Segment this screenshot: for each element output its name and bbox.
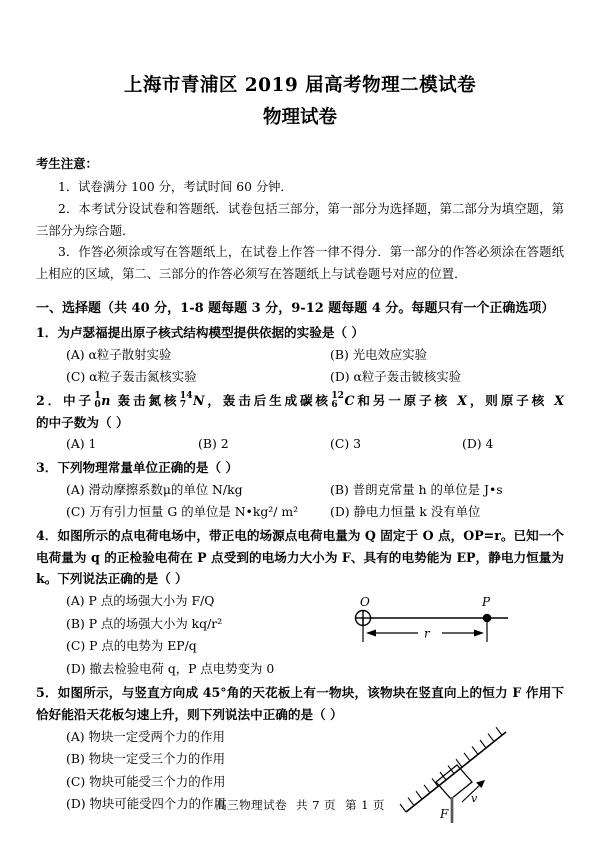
q2-text-5: ，则原子核 [467,392,548,408]
question-5 [36,682,564,821]
q2-text-3: ，轰击后生成碳核 [204,392,331,408]
question-2 [36,390,564,455]
question-2-option-row [36,433,564,455]
label-r: r [424,626,430,641]
question-4-option-a[interactable]: (A) P 点的场强大小为 F/Q [66,593,215,609]
page-title: 上海市青浦区 2019 届高考物理二模试卷 [123,75,477,96]
notice-heading: 考生注意： [36,156,98,172]
nuclide-carbon-charge: 6 [331,398,338,410]
block [436,765,472,799]
nuclide-neutron [94,392,100,409]
footer-title: 高三物理试卷 [215,798,288,812]
question-4-stem [36,525,564,590]
question-3-option-b[interactable]: (B) 普朗克常量 h 的单位是 J•s [330,481,503,497]
question-1-option-a[interactable]: (A) α粒子散射实验 [66,346,172,362]
section-heading-choice: 一、选择题（共 40 分，1-8 题每题 3 分，9-12 题每题 4 分。每题只有一个正确选项） [36,301,555,317]
question-1-options [36,344,564,388]
footer-current-page: 第 1 页 [344,798,385,812]
label-v: v [471,791,478,805]
question-5-option-a[interactable]: (A) 物块一定受两个力的作用 [66,728,225,744]
nuclide-carbon [331,392,344,409]
question-3-number: 3． [36,460,58,476]
question-5-option-c[interactable]: (C) 物块可能受三个力的作用 [66,773,226,789]
notice-item-2 [36,199,564,243]
question-2-option-b[interactable]: (B) 2 [198,436,229,452]
nuclide-carbon-mass: 12 [331,390,344,402]
label-o: O [360,595,370,610]
page-subtitle: 物理试卷 [262,107,337,129]
nuclide-nitrogen-charge: 7 [179,398,187,410]
question-1-option-row-1 [36,344,564,366]
question-5-option-d[interactable]: (D) 物块可能受四个力的作用 [66,796,226,812]
question-3-option-row-1 [36,479,564,501]
notice-item-1 [36,177,564,199]
nuclide-nitrogen-symbol: N [193,392,205,408]
q2-text-1: 中子 [63,392,94,408]
question-2-options [36,433,564,455]
question-2-stem [36,390,564,433]
nuclide-nitrogen-mass: 14 [179,390,193,402]
label-f: F [440,806,449,821]
question-4-option-c[interactable]: (C) P 点的电势为 EP/q [66,638,197,654]
question-2-option-c[interactable]: (C) 3 [330,436,361,452]
notice-item-2-text: 2．本考试分设试卷和答题纸．试卷包括三部分，第一部分为选择题，第二部分为填空题，第三部分为综合题． [36,201,564,238]
question-3-option-d[interactable]: (D) 静电力恒量 k 没有单位 [330,503,481,519]
q2-text-2: 轰击氮核 [117,392,180,408]
nuclide-neutron-charge: 0 [94,398,101,410]
notice-item-3-text: 3．作答必须涂或写在答题纸上，在试卷上作答一律不得分．第一部分的作答必须涂在答题纸上相应的区域，第二、三部分的作答必须写在答题纸上与试卷题号对应的位置． [36,245,564,282]
nuclide-x-symbol-2: X [554,392,565,408]
inclined-ceiling-block-diagram [388,720,573,830]
question-1-option-c[interactable]: (C) α粒子轰击氮核实验 [66,368,197,384]
notice-item-1-text: 1．试卷满分 100 分，考试时间 60 分钟． [58,179,293,194]
question-3-option-a[interactable]: (A) 滑动摩擦系数μ的单位 N/kg [66,481,243,497]
footer-total-pages: 共 7 页 [296,798,336,812]
nuclide-carbon-symbol: C [344,392,355,408]
inclined-ceiling-svg [388,720,573,830]
question-3-options [36,479,564,523]
question-5-stem-text: 如图所示，与竖直方向成 45°角的天花板上有一物块，该物块在竖直向上的恒力 F 作用下恰好能沿天花板匀速上升，则下列说法中正确的是（ ） [36,685,564,722]
point-charge-field-svg [332,593,582,663]
question-1-stem [36,322,564,344]
question-1-option-d[interactable]: (D) α粒子轰击铍核实验 [330,368,462,384]
page-footer [0,797,600,813]
nuclide-nitrogen [180,392,193,409]
q2-text-4: 和另一原子核 [354,392,450,408]
point-charge-field-diagram [332,593,582,663]
question-4-number: 4． [36,528,58,544]
question-5-number: 5． [36,685,58,701]
question-3-stem-text: 下列物理常量单位正确的是（ ） [57,460,239,476]
question-2-option-d[interactable]: (D) 4 [462,436,494,452]
question-4-option-b[interactable]: (B) P 点的场强大小为 kq/r² [66,615,223,631]
question-1-option-row-2 [36,366,564,388]
question-3-option-row-2 [36,501,564,523]
candidate-notice [36,155,564,286]
question-1 [36,322,564,388]
nuclide-neutron-symbol: n [101,392,111,408]
question-1-stem-text: 为卢瑟福提出原子核式结构模型提供依据的实验是（ ） [57,325,364,341]
question-3 [36,457,564,523]
question-4-stem-text: 如图所示的点电荷电场中，带正电的场源点电荷电量为 Q 固定于 O 点，OP=r。已知一个电荷量为 q 的正检验电荷在 P 点受到的电场力大小为 F、具有的电势能为 EP，静电力恒量为 k。下列说法正确的是（ ） [36,528,565,587]
q2-text-6: 的中子数为（ ） [36,414,129,430]
question-3-option-c[interactable]: (C) 万有引力恒量 G 的单位是 N•kg²/ m² [66,503,299,519]
notice-item-3 [36,242,564,286]
nuclide-neutron-mass: 1 [94,390,101,402]
question-2-option-a[interactable]: (A) 1 [66,436,97,452]
dim-arrow-left [366,630,376,637]
question-2-number: 2． [36,392,64,408]
nuclide-x-symbol-1: X [457,392,467,408]
question-4 [36,525,564,680]
question-1-number: 1． [36,325,58,341]
label-p: P [482,595,491,610]
question-4-option-d[interactable]: (D) 撤去检验电荷 q，P 点电势变为 0 [66,660,275,676]
question-3-stem [36,457,564,479]
dim-arrow-right [474,630,484,637]
question-1-option-b[interactable]: (B) 光电效应实验 [330,346,428,362]
question-5-option-b[interactable]: (B) 物块一定受三个力的作用 [66,751,226,767]
